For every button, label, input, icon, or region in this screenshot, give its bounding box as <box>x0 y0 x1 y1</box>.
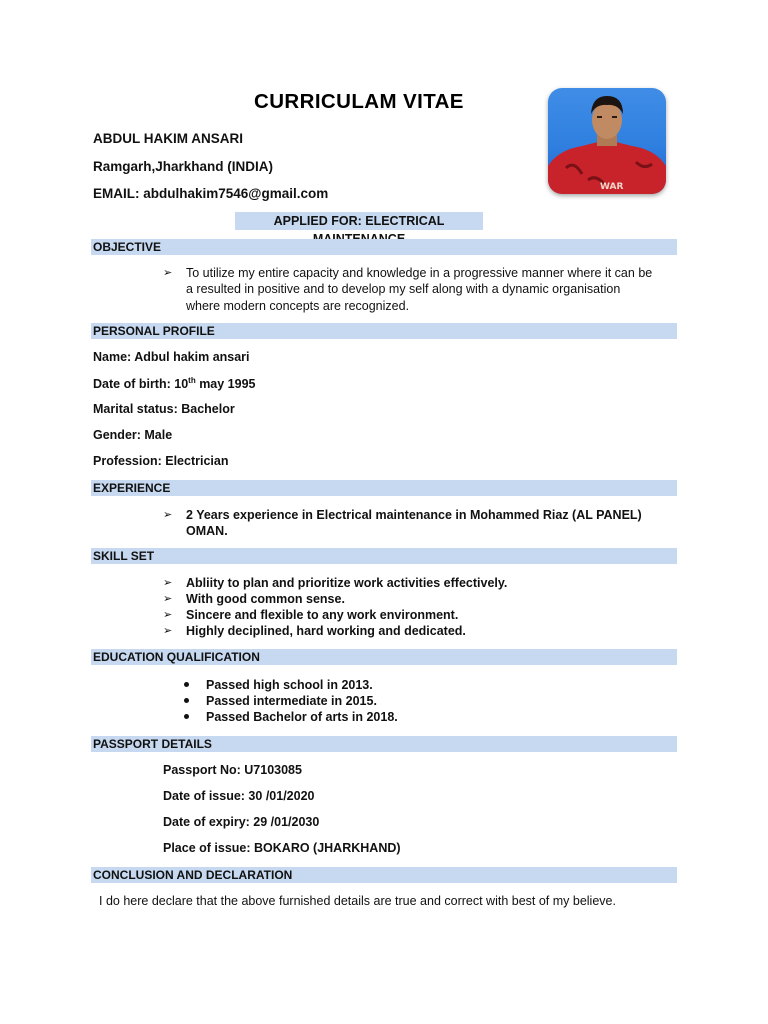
skill-item: Highly deciplined, hard working and dedicated. <box>186 624 466 638</box>
skill-item: With good common sense. <box>186 592 345 606</box>
passport-expiry-date: Date of expiry: 29 /01/2030 <box>163 815 320 829</box>
education-item: Passed Bachelor of arts in 2018. <box>206 710 398 724</box>
candidate-address: Ramgarh,Jharkhand (INDIA) <box>93 159 274 174</box>
profile-photo <box>548 88 666 194</box>
candidate-name: ABDUL HAKIM ANSARI <box>93 131 243 146</box>
passport-issue-date: Date of issue: 30 /01/2020 <box>163 789 315 803</box>
arrow-bullet-icon: ➢ <box>163 577 173 589</box>
objective-line: To utilize my entire capacity and knowledge in a progressive manner where it can be <box>186 266 653 280</box>
profile-gender: Gender: Male <box>93 428 173 442</box>
education-item: Passed high school in 2013. <box>206 678 373 692</box>
arrow-bullet-icon: ➢ <box>163 609 173 621</box>
section-heading-skill-set: SKILL SET <box>91 548 677 564</box>
declaration-text: I do here declare that the above furnished details are true and correct with best of my believe. <box>99 894 616 908</box>
applied-for-banner: APPLIED FOR: ELECTRICAL <box>235 212 483 230</box>
profile-marital-status: Marital status: Bachelor <box>93 402 235 416</box>
profile-date-of-birth: Date of birth: 10th may 1995 <box>93 376 256 392</box>
section-heading-experience: EXPERIENCE <box>91 480 677 496</box>
bullet-dot-icon <box>184 682 189 687</box>
shirt-print-text: WAR <box>600 182 624 192</box>
experience-entry <box>186 507 676 540</box>
bullet-dot-icon <box>184 698 189 703</box>
section-heading-objective: OBJECTIVE <box>91 239 677 255</box>
passport-issue-place: Place of issue: BOKARO (JHARKHAND) <box>163 841 401 855</box>
education-item: Passed intermediate in 2015. <box>206 694 377 708</box>
passport-number: Passport No: U7103085 <box>163 763 302 777</box>
objective-line: where modern concepts are recognized. <box>186 298 410 313</box>
profile-photo-image <box>548 88 666 194</box>
arrow-bullet-icon: ➢ <box>163 509 173 521</box>
document-title: CURRICULAM VITAE <box>254 90 464 113</box>
objective-line: a resulted in positive and to develop my self along with a dynamic organisation <box>186 282 621 297</box>
candidate-email: EMAIL: abdulhakim7546@gmail.com <box>93 186 329 201</box>
section-heading-personal-profile: PERSONAL PROFILE <box>91 323 677 339</box>
arrow-bullet-icon: ➢ <box>163 593 173 605</box>
skill-item: Sincere and flexible to any work environment. <box>186 608 459 622</box>
objective-text <box>186 265 676 314</box>
profile-name: Name: Adbul hakim ansari <box>93 350 250 364</box>
arrow-bullet-icon: ➢ <box>163 267 173 279</box>
experience-line: OMAN. <box>186 524 228 539</box>
profile-profession: Profession: Electrician <box>93 454 229 468</box>
section-heading-conclusion: CONCLUSION AND DECLARATION <box>91 867 677 883</box>
section-heading-passport: PASSPORT DETAILS <box>91 736 677 752</box>
bullet-dot-icon <box>184 714 189 719</box>
arrow-bullet-icon: ➢ <box>163 625 173 637</box>
experience-line: 2 Years experience in Electrical maintenance in Mohammed Riaz (AL PANEL) <box>186 508 642 522</box>
skill-item: Abliity to plan and prioritize work activities effectively. <box>186 576 508 590</box>
section-heading-education: EDUCATION QUALIFICATION <box>91 649 677 665</box>
